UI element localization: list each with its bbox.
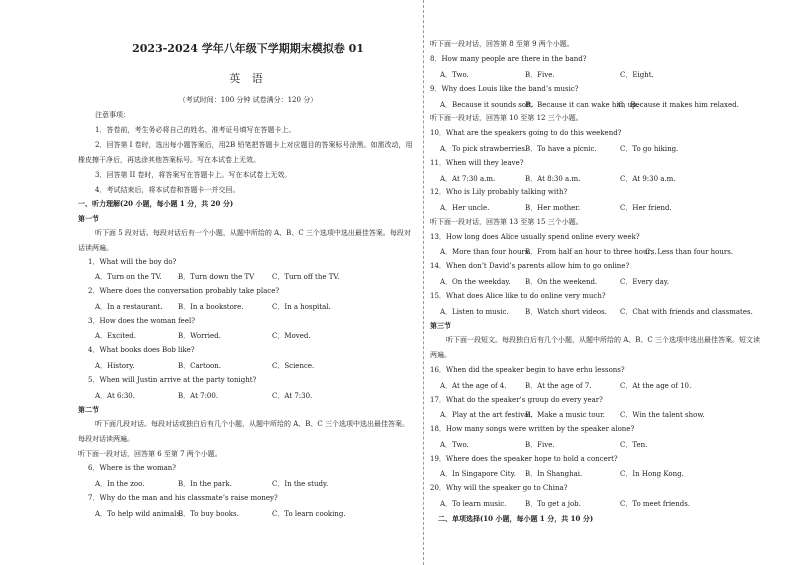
option-c: C．Because it makes him relaxed. [618, 101, 739, 109]
question-text: 2．Where does the conversation probably take place? [88, 287, 280, 295]
section-intro: 每段对话读两遍。 [78, 435, 134, 443]
option-a: A．In the zoo. [95, 480, 145, 488]
option-c: C．Science. [272, 362, 315, 370]
option-a: A．On the weekday. [440, 278, 511, 286]
option-c: C．Chat with friends and classmates. [620, 308, 753, 316]
option-c: C．Ten. [620, 441, 648, 449]
section-heading: 第一节 [78, 214, 99, 223]
question-text: 3．How does the woman feel? [88, 317, 195, 325]
option-c: C．In a hospital. [272, 303, 331, 311]
section-intro: 两遍。 [430, 351, 451, 359]
option-c: C．Every day. [620, 278, 669, 286]
section-intro: 听下面一段短文。每段独白后有几个小题，从题中所给的 A、B、C 三个选项中选出最佳答案。短文读 [446, 336, 761, 344]
option-b: B．Her mother. [525, 204, 581, 212]
question-text: 20．Why will the speaker go to China? [430, 484, 568, 492]
option-c: C．Turn off the TV. [272, 273, 340, 281]
question-text: 7．Why do the man and his classmate’s raise money? [88, 494, 278, 502]
question-text: 5．When will Justin arrive at the party tonight? [88, 376, 257, 384]
option-c: C．Her friend. [620, 204, 672, 212]
option-a: A．At 7:30 a.m. [440, 175, 496, 183]
question-text: 8．How many people are there in the band? [430, 55, 587, 63]
option-a: A．History. [95, 362, 135, 370]
section-heading: 第二节 [78, 405, 99, 414]
option-b: B．From half an hour to three hours. [525, 248, 657, 256]
question-text: 18．How many songs were written by the speaker alone? [430, 425, 635, 433]
section-note: 听下面一段对话，回答第 13 至第 15 三个小题。 [430, 218, 583, 226]
option-a: A．Turn on the TV. [95, 273, 162, 281]
option-a: A．In a restaurant. [95, 303, 163, 311]
option-a: A．Excited. [95, 332, 136, 340]
option-c: C．To go hiking. [620, 145, 679, 153]
section-note: 听下面一段对话，回答第 8 至第 9 两个小题。 [430, 40, 574, 48]
option-c: C．Win the talent show. [620, 411, 705, 419]
notes-heading: 注意事项： [95, 111, 130, 119]
option-b: B．Make a music tour. [525, 411, 605, 419]
option-b: B．At the age of 7. [525, 382, 592, 390]
question-text: 11．When will they leave? [430, 159, 524, 167]
section-heading: 第三节 [430, 321, 451, 330]
question-text: 6．Where is the woman? [88, 464, 177, 472]
option-b: B．Watch short videos. [525, 308, 607, 316]
question-text: 4．What books does Bob like? [88, 346, 195, 354]
part2-heading: 二、单项选择(10 小题，每小题 1 分，共 10 分) [438, 514, 594, 523]
option-a: A．In Singapore City. [440, 470, 516, 478]
question-text: 14．When don’t David’s parents allow him to go online? [430, 262, 630, 270]
option-b: B．To get a job. [525, 500, 581, 508]
option-c: C．To meet friends. [620, 500, 691, 508]
option-c: C．At 9:30 a.m. [620, 175, 676, 183]
exam-title: 2023-2024 学年八年级下学期期末模拟卷 01 [132, 42, 364, 55]
option-c: C．At 7:30. [272, 392, 313, 400]
option-c: C．Moved. [272, 332, 311, 340]
note-item: 1．答卷前，考生务必将自己的姓名、准考证号填写在答题卡上。 [95, 126, 296, 134]
question-text: 19．Where does the speaker hope to hold a concert? [430, 455, 618, 463]
option-a: A．To pick strawberries. [440, 145, 528, 153]
option-a: A．Listen to music. [440, 308, 509, 316]
option-c: C．Eight. [620, 71, 654, 79]
part1-heading: 一、听力理解(20 小题，每小题 1 分，共 20 分) [78, 199, 234, 208]
option-a: A．Because it sounds soft. [440, 101, 534, 109]
question-text: 17．What do the speaker’s group do every year? [430, 396, 603, 404]
section-note: 听下面一段对话，回答第 6 至第 7 两个小题。 [78, 450, 222, 458]
question-text: 12．Who is Lily probably talking with? [430, 188, 568, 196]
option-a: A．At the age of 4. [440, 382, 507, 390]
option-a: A．To help wild animals. [95, 510, 183, 518]
section-intro: 听下面几段对话。每段对话或独白后有几个小题，从题中所给的 A、B、C 三个选项中选出最佳答案。 [95, 420, 410, 428]
note-item: 橡皮擦干净后，再选涂其他答案标号。写在本试卷上无效。 [78, 156, 260, 164]
option-a: A．Two. [440, 71, 469, 79]
option-a: A．At 6:30. [95, 392, 135, 400]
option-b: B．At 7:00. [178, 392, 219, 400]
option-b: B．Turn down the TV [178, 273, 255, 281]
option-a: A．Two. [440, 441, 469, 449]
question-text: 9．Why does Louis like the band’s music? [430, 85, 579, 93]
note-item: 4．考试结束后，将本试卷和答题卡一并交回。 [95, 186, 240, 194]
option-b: B．Five. [525, 71, 555, 79]
option-c: C．In the study. [272, 480, 329, 488]
option-c: C．Less than four hours. [645, 248, 734, 256]
option-b: B．In the park. [178, 480, 232, 488]
option-b: B．In a bookstore. [178, 303, 244, 311]
option-a: A．More than four hours. [440, 248, 531, 256]
option-b: B．On the weekend. [525, 278, 598, 286]
section-note: 听下面一段对话，回答第 10 至第 12 三个小题。 [430, 114, 583, 122]
option-a: A．Play at the art festival. [440, 411, 533, 419]
exam-info: （考试时间：100 分钟 试卷满分：120 分） [178, 96, 318, 104]
option-b: B．Because it can wake him up. [525, 101, 639, 109]
question-text: 16．When did the speaker begin to have erhu lessons? [430, 366, 625, 374]
option-b: B．In Shanghai. [525, 470, 583, 478]
option-b: B．Cartoon. [178, 362, 221, 370]
question-text: 13．How long does Alice usually spend online every week? [430, 233, 640, 241]
note-item: 3．回答第 II 卷时，将答案写在答题卡上。写在本试卷上无效。 [95, 171, 292, 179]
option-b: B．Five. [525, 441, 555, 449]
option-a: A．Her uncle. [440, 204, 490, 212]
column-divider [423, 0, 424, 565]
option-c: C．To learn cooking. [272, 510, 346, 518]
exam-subject: 英 语 [229, 72, 267, 85]
question-text: 15．What does Alice like to do online very much? [430, 292, 606, 300]
option-c: C．At the age of 10. [620, 382, 692, 390]
option-b: B．To have a picnic. [525, 145, 597, 153]
option-b: B．At 8:30 a.m. [525, 175, 581, 183]
note-item: 2．回答第 I 卷时，选出每小题答案后，用2B 铅笔把答题卡上对应题目的答案标号涂黑。如需改动，用 [95, 141, 413, 149]
option-a: A．To learn music. [440, 500, 507, 508]
question-text: 10．What are the speakers going to do this weekend? [430, 129, 622, 137]
option-b: B．To buy books. [178, 510, 239, 518]
question-text: 1．What will the boy do? [88, 258, 177, 266]
option-c: C．In Hong Kong. [620, 470, 684, 478]
section-intro: 话读两遍。 [78, 244, 113, 252]
option-b: B．Worried. [178, 332, 221, 340]
section-intro: 听下面 5 段对话。每段对话后有一个小题，从题中所给的 A、B、C 三个选项中选出最佳答案。每段对 [95, 229, 411, 237]
